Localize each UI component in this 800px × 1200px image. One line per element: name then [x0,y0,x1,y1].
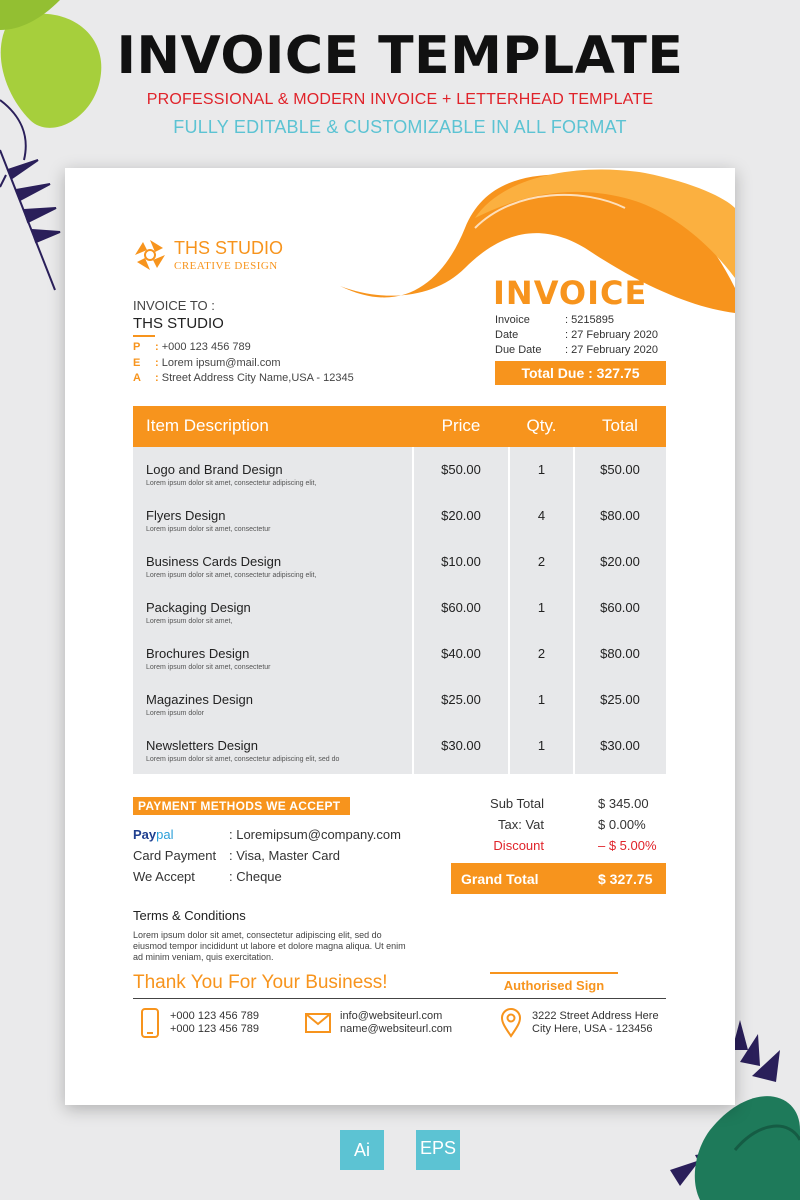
mobile-phone-icon [140,1008,160,1038]
discount-label: Discount [493,838,544,853]
logo-mark-icon [133,238,167,272]
item-price: $10.00 [441,554,481,569]
payment-methods-title: PAYMENT METHODS WE ACCEPT [133,797,350,815]
item-qty: 1 [537,600,546,615]
table-row [133,554,666,600]
eps-format-badge: EPS [416,1130,460,1170]
item-price: $50.00 [441,462,481,477]
due-date-label: Due Date [495,344,542,356]
invoice-to-label: INVOICE TO : [133,298,215,313]
item-total: $80.00 [600,508,640,523]
card-label: Card Payment [133,848,217,863]
due-date-value: : 27 February 2020 [565,344,658,356]
header-total: Total [602,416,638,435]
due-date-row [495,344,658,356]
accept-label: We Accept [133,869,195,884]
item-description: Magazines Design [146,692,253,707]
payment-paypal-row [133,827,401,842]
subtotal-label: Sub Total [490,796,544,811]
mail-icon [305,1013,331,1033]
accept-value: : Cheque [229,869,282,884]
header-qty: Qty. [526,416,557,435]
item-total: $20.00 [600,554,640,569]
promo-subtitle-1: PROFESSIONAL & MODERN INVOICE + LETTERHEAD TEMPLATE [146,91,654,108]
footer-address-2: City Here, USA - 123456 [532,1023,653,1035]
tax-label: Tax: Vat [497,817,544,832]
items-table-header [133,406,666,447]
authorised-sign: Authorised Sign [503,978,605,993]
footer-phone-2: +000 123 456 789 [170,1023,260,1035]
footer-phone-1: +000 123 456 789 [170,1010,260,1022]
table-row [133,600,666,646]
item-total: $50.00 [600,462,640,477]
footer-address-1: 3222 Street Address Here [532,1010,659,1022]
item-qty: 1 [537,692,546,707]
email-value: Lorem ipsum@mail.com [161,357,281,369]
invoice-to-underline [133,335,155,337]
paypal-value: : Loremipsum@company.com [229,827,401,842]
item-description: Brochures Design [146,646,250,661]
footer-email-1: info@websiteurl.com [340,1010,443,1022]
footer-email-2: name@websiteurl.com [340,1023,453,1035]
paypal-pay: Pay [133,827,157,842]
invoice-number-row [495,314,614,326]
item-price: $25.00 [441,692,481,707]
item-description: Flyers Design [146,508,226,523]
payment-card-row [133,848,340,863]
table-row [133,646,666,692]
address-key: A [133,372,141,384]
grand-total-bar [451,863,666,894]
company-tagline: CREATIVE DESIGN [174,260,278,272]
invoice-number-value: : 5215895 [565,314,614,326]
tax-value: $ 0.00% [598,817,646,832]
item-description: Business Cards Design [146,554,282,569]
paypal-label [133,827,229,842]
footer-divider [133,998,666,999]
footer-phones [170,1010,259,1036]
table-row [133,738,666,784]
item-subtext: Lorem ipsum dolor sit amet, consectetur adipiscing elit, [146,572,317,579]
table-row [133,692,666,738]
item-qty: 2 [537,554,546,569]
item-price: $60.00 [441,600,481,615]
table-row [133,508,666,554]
header-price: Price [441,416,481,435]
ai-format-badge: Ai [340,1130,384,1170]
contact-phone: P : +000 123 456 789 [133,341,251,353]
item-total: $60.00 [600,600,640,615]
item-description: Newsletters Design [146,738,258,753]
address-value: Street Address City Name,USA - 12345 [161,372,354,384]
item-subtext: Lorem ipsum dolor sit amet, [146,618,233,625]
item-total: $30.00 [600,738,640,753]
payment-accept-row [133,869,282,884]
grand-total-value: $ 327.75 [598,871,653,887]
item-qty: 1 [537,462,546,477]
item-price: $20.00 [441,508,481,523]
signature-line [490,972,618,974]
contact-address: A : Street Address City Name,USA - 12345 [133,372,354,384]
item-price: $40.00 [441,646,481,661]
item-total: $25.00 [600,692,640,707]
company-name: THS STUDIO [174,238,284,258]
item-subtext: Lorem ipsum dolor sit amet, consectetur adipiscing elit, [146,480,317,487]
item-description: Packaging Design [146,600,251,615]
paypal-pal: pal [156,827,174,842]
item-description: Logo and Brand Design [146,462,283,477]
invoice-number-label: Invoice [495,314,530,326]
item-total: $80.00 [600,646,640,661]
terms-text: Lorem ipsum dolor sit amet, consectetur adipiscing elit, sed do eiusmod tempor incididunt ut labore et dolore magna aliqua. Ut enim ad minim veniam, quis exercitation. [133,930,406,962]
footer-emails [340,1010,452,1036]
thank-you-message: Thank You For Your Business! [133,972,388,993]
table-row [133,462,666,508]
item-subtext: Lorem ipsum dolor [146,710,204,717]
invoice-paper [65,168,735,1105]
discount-value: – $ 5.00% [598,838,657,853]
item-qty: 2 [537,646,546,661]
item-price: $30.00 [441,738,481,753]
invoice-date-label: Date [495,329,519,341]
subtotal-value: $ 345.00 [598,796,649,811]
item-subtext: Lorem ipsum dolor sit amet, consectetur [146,526,271,533]
invoice-date-row [495,329,658,341]
location-pin-icon [500,1008,522,1038]
contact-email: E : Lorem ipsum@mail.com [133,357,281,369]
item-qty: 1 [537,738,546,753]
total-due-badge: Total Due : 327.75 [495,361,666,385]
grand-total-label: Grand Total [461,871,539,887]
phone-value: +000 123 456 789 [161,341,251,353]
phone-key: P [133,341,141,353]
header-description: Item Description [146,416,269,435]
terms-title: Terms & Conditions [133,908,246,923]
item-qty: 4 [537,508,546,523]
footer-address [532,1010,659,1036]
invoice-date-value: : 27 February 2020 [565,329,658,341]
email-key: E [133,357,141,369]
promo-subtitle-2: FULLY EDITABLE & CUSTOMIZABLE IN ALL FORMAT [173,117,627,137]
card-value: : Visa, Master Card [229,848,341,863]
item-subtext: Lorem ipsum dolor sit amet, consectetur [146,664,271,671]
item-subtext: Lorem ipsum dolor sit amet, consectetur adipiscing elit, sed do [146,756,340,763]
invoice-heading: INVOICE [493,274,648,312]
invoice-to-name: THS STUDIO [133,315,224,332]
promo-title: INVOICE TEMPLATE [116,26,684,86]
